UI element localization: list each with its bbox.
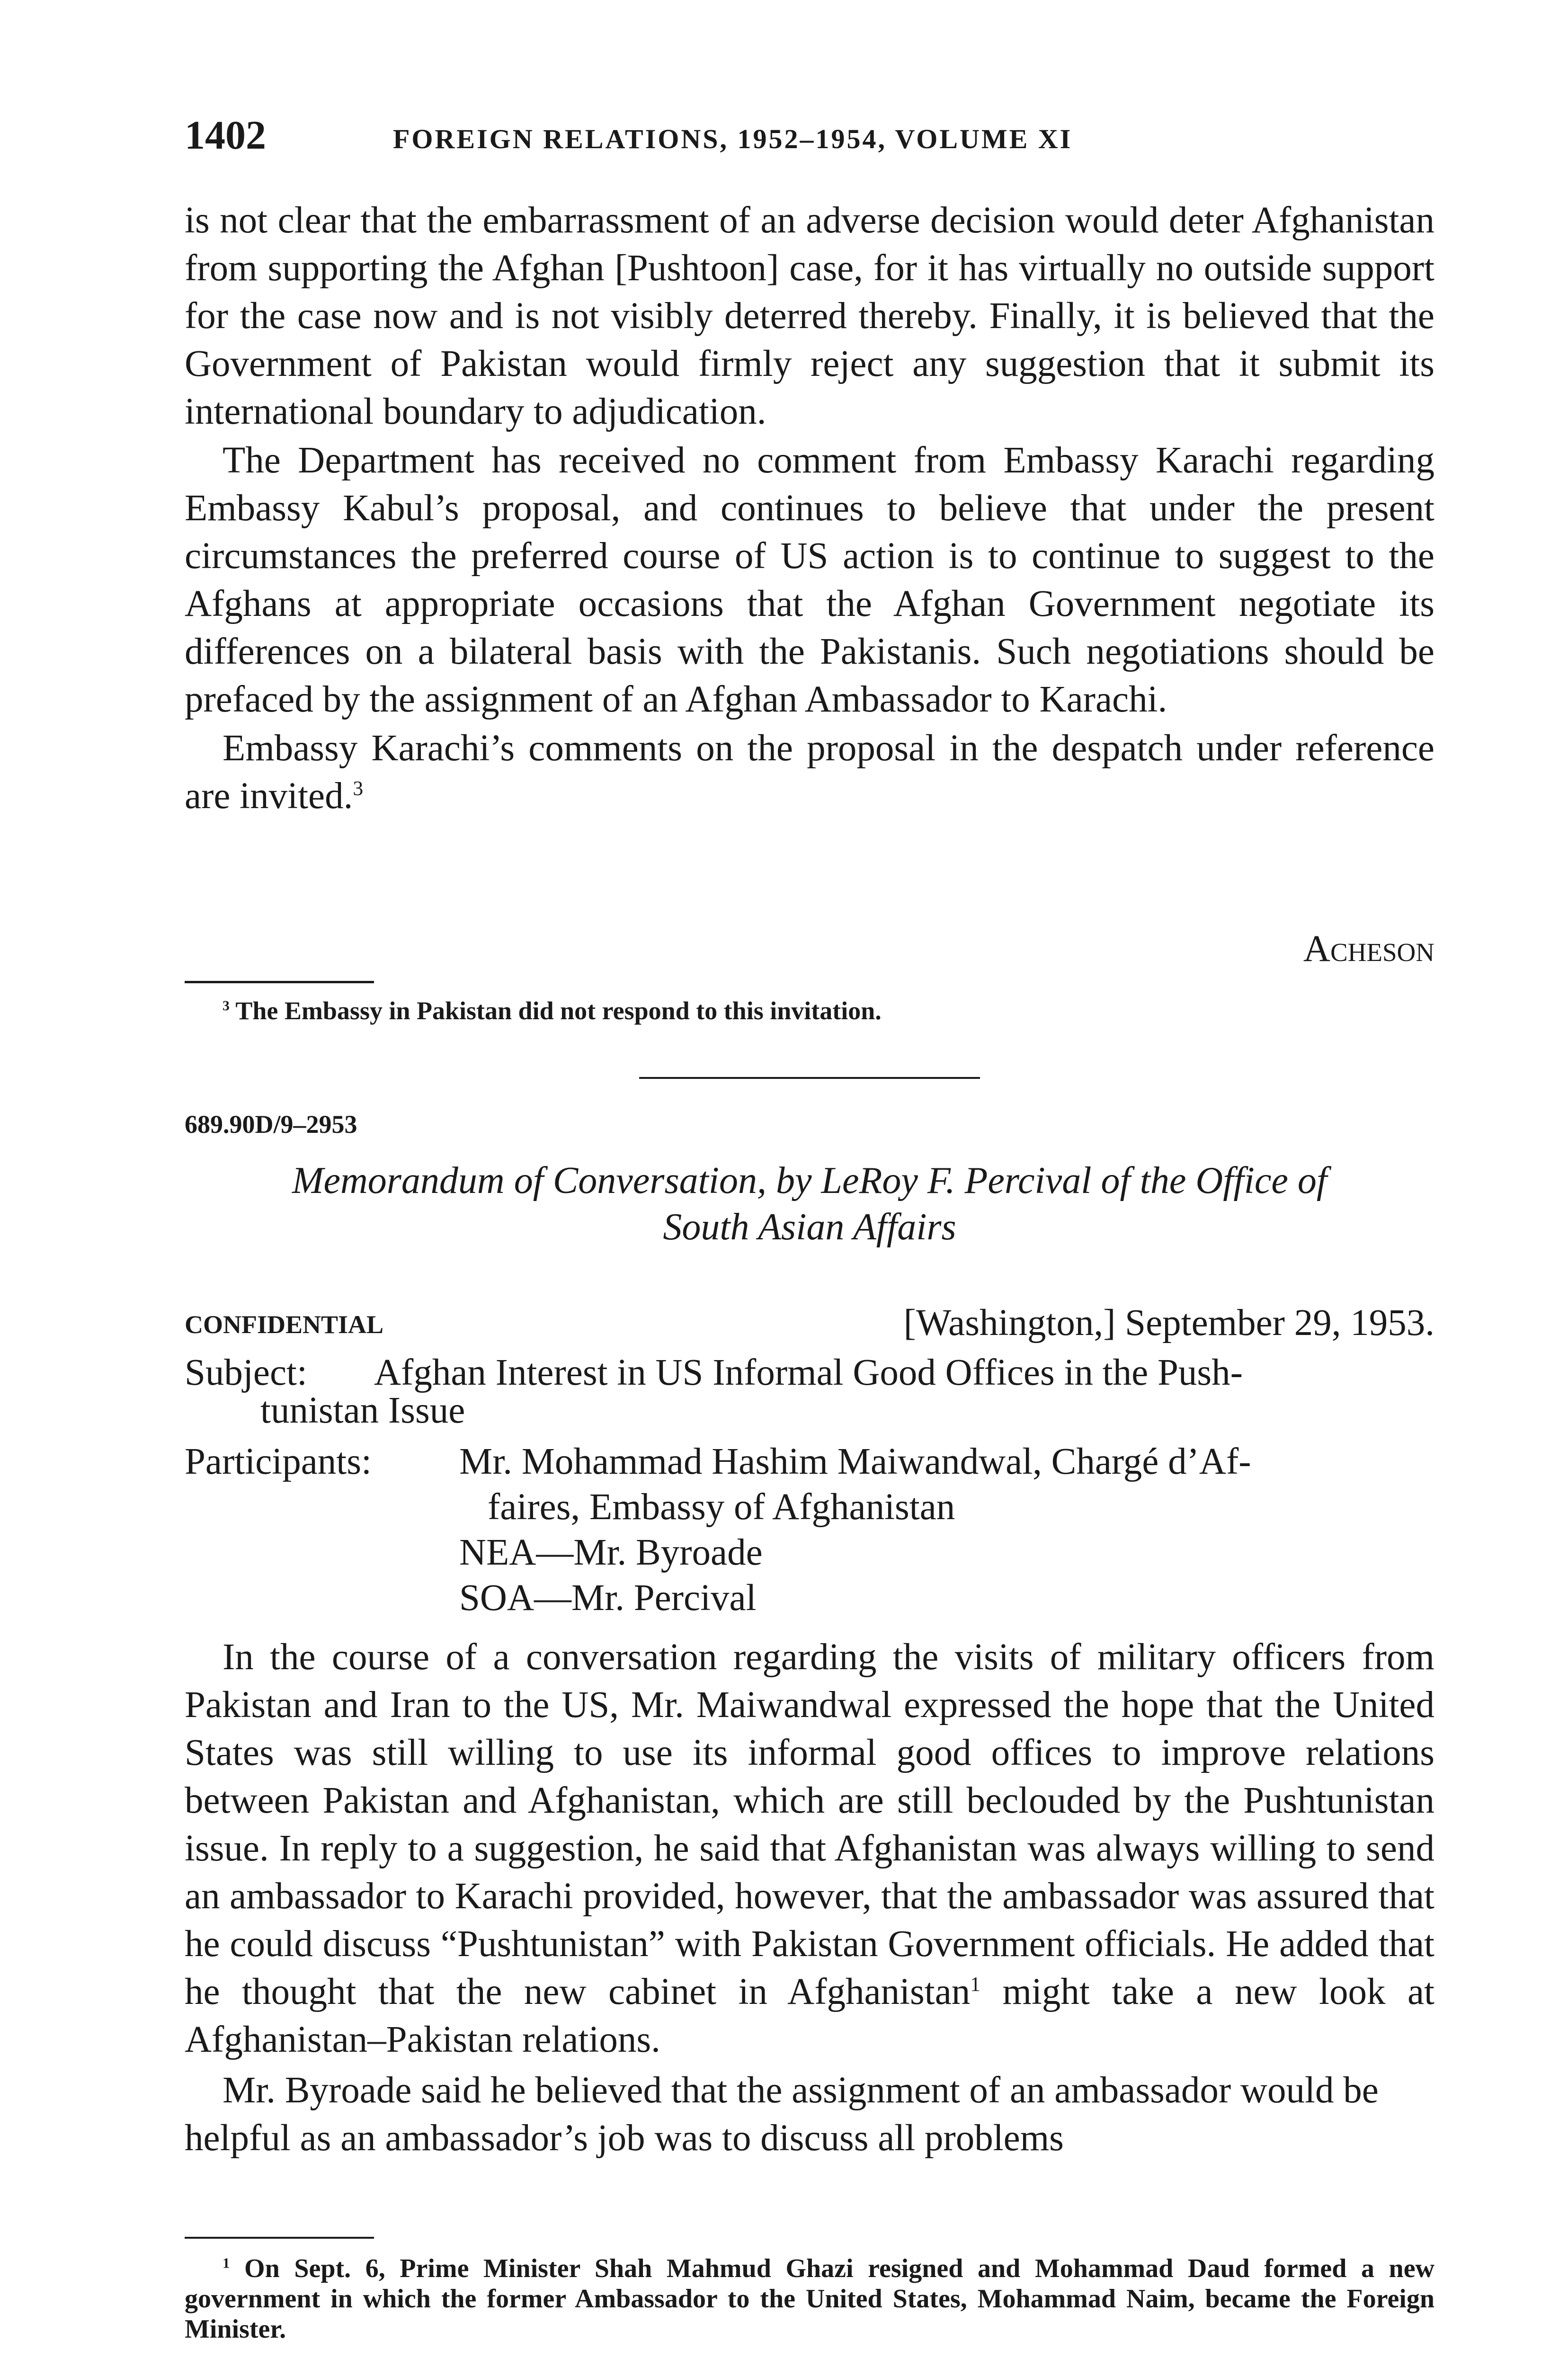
- place-date: [Washington,] September 29, 1953.: [903, 1302, 1434, 1344]
- participant-2: NEA—Mr. Byroade: [459, 1532, 763, 1573]
- document-title: [185, 1157, 1434, 1250]
- memo-body: [185, 1633, 1434, 2162]
- continuation-paragraph-2: The Department has received no comment from Embassy Karachi regarding Embassy Kabul’s proposal, and continues to believe that under the present circumstances the preferred course of US action is to continue to suggest to the Afghans at appropriate occasions that the Afghan Government negotiate its differences on a bilateral basis with the Pakistanis. Such negotiations should be prefaced by the assignment of an Afghan Ambassador to Karachi.: [185, 440, 1434, 720]
- footnote-marker-3: 3: [353, 777, 364, 800]
- footnote-1: [185, 2253, 1434, 2344]
- subject-label: Subject:: [185, 1352, 307, 1393]
- memo-paragraph-1-text: In the course of a conversation regarding the visits of military officers from Pakistan and Iran to the US, Mr. Maiwandwal expressed the hope that the United States was still willing to use its informal good offices to improve relations between Pakistan and Afghanistan, which are still beclouded by the Pushtunistan issue. In reply to a suggestion, he said that Afghanistan was always willing to send an ambassador to Karachi provided, however, that the ambassador was assured that he could discuss “Pushtunistan” with Pakistan Government officials. He added that he thought that the new cabinet in Afghanistan: [185, 1637, 1434, 2012]
- continuation-text: [185, 196, 1434, 820]
- memo-paragraph-2: Mr. Byroade said he believed that the assignment of an ambassador would be helpful as an ambassador’s job was to discuss all problems: [185, 2070, 1379, 2159]
- memo-paragraph-1: [185, 1633, 1434, 2064]
- continuation-paragraph-1: is not clear that the embarrassment of an adverse decision would deter Afghanistan from supporting the Afghan [Pushtoon] case, for it has virtually no outside support for the case now and is not visibly deterred thereby. Finally, it is believed that the Government of Pakistan would firmly reject any suggestion that it submit its international boundary to adjudication.: [185, 200, 1434, 432]
- section-divider: [639, 1077, 980, 1079]
- participant-1-line-2: faires, Embassy of Afghanistan: [488, 1486, 955, 1528]
- footnote-1-rule: [185, 2237, 374, 2239]
- memo-paragraph-1-continued: might take a new look at Afghanistan–Pakistan relations.: [185, 1971, 1434, 2060]
- document-title-line-2: South Asian Affairs: [663, 1206, 956, 1248]
- file-number: 689.90D/9–2953: [185, 1110, 357, 1139]
- participants-label: Participants:: [185, 1441, 372, 1482]
- signature: Acheson: [1303, 928, 1434, 970]
- document-title-line-1: Memorandum of Conversation, by LeRoy F. Percival of the Office of: [292, 1160, 1327, 1201]
- document-page: [185, 95, 1434, 2367]
- continuation-paragraph-3: [185, 724, 1434, 820]
- running-head: [185, 109, 1434, 161]
- footnote-1-text: On Sept. 6, Prime Minister Shah Mahmud Ghazi resigned and Mohammad Daud formed a new government in which the former Ambassador to the United States, Mohammad Naim, became the Foreign Minister.: [185, 2254, 1434, 2344]
- participant-3: SOA—Mr. Percival: [459, 1577, 757, 1619]
- participant-1-line-1: Mr. Mohammad Hashim Maiwandwal, Chargé d’Af-: [459, 1441, 1251, 1482]
- continuation-paragraph-3-text: Embassy Karachi’s comments on the proposal in the despatch under reference are invited.: [185, 728, 1434, 817]
- classification: CONFIDENTIAL: [185, 1310, 384, 1339]
- subject-line-2: tunistan Issue: [260, 1390, 465, 1431]
- footnote-1-marker: 1: [223, 2255, 230, 2271]
- footnote-3-marker: 3: [223, 998, 230, 1014]
- running-head-title: FOREIGN RELATIONS, 1952–1954, VOLUME XI: [393, 124, 1073, 154]
- footnote-marker-1: 1: [970, 1973, 980, 1996]
- subject-line-1: Afghan Interest in US Informal Good Offices in the Push-: [374, 1352, 1243, 1393]
- footnote-3-text: The Embassy in Pakistan did not respond to this invitation.: [235, 997, 882, 1025]
- footnote-rule: [185, 981, 374, 983]
- page-number: 1402: [185, 112, 266, 158]
- footnote-3: [223, 994, 1434, 1027]
